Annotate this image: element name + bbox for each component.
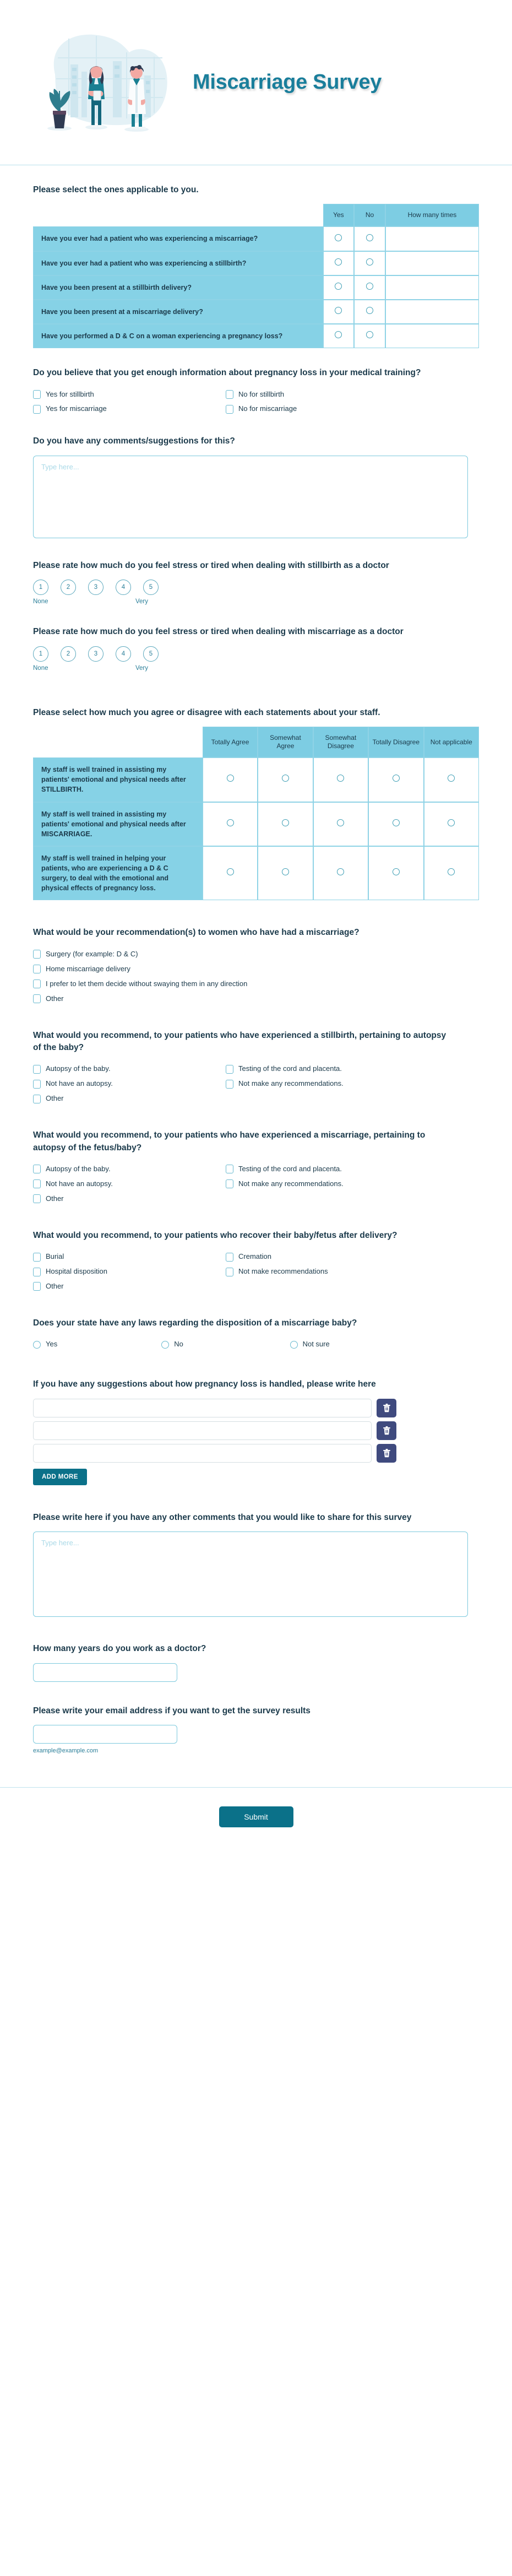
question-other-comments [33,1512,479,1620]
column-header-no: No [354,204,385,226]
checkbox-item-no-recommendations[interactable] [226,1267,418,1276]
suggestion-input[interactable] [33,1444,372,1463]
radio-group-state-laws [33,1337,418,1352]
checkbox-item-other[interactable] [33,1194,226,1204]
rating-legend [33,665,171,674]
matrix-corner-spacer [33,727,203,757]
checkbox-item-no-autopsy[interactable] [33,1179,226,1189]
question-experience-table [33,184,479,348]
question-label: Please rate how much do you feel stress or tired when dealing with stillbirth as a doctor [33,560,389,570]
radio-circle-icon[interactable] [335,307,342,314]
option-label: No for miscarriage [238,404,297,413]
suggestion-input[interactable] [33,1421,372,1440]
rating-legend-high: Very [135,598,149,605]
question-years-working [33,1643,479,1681]
checkbox-icon[interactable] [33,1080,41,1089]
checkbox-icon[interactable] [33,1282,41,1291]
checkbox-item-autopsy-baby[interactable] [33,1165,226,1174]
checkbox-group-stillbirth-autopsy [33,1062,418,1106]
radio-circle-icon[interactable] [33,1341,41,1349]
checkbox-icon[interactable] [33,950,41,959]
row-label: Have you been present at a miscarriage delivery? [33,300,323,324]
question-training-comments [33,435,479,540]
rating-scale-miscarriage [33,646,479,662]
radio-cell-yes[interactable] [323,324,355,348]
radio-circle-icon[interactable] [337,775,344,782]
rating-option-1[interactable]: 1 [33,646,48,662]
other-comments-textarea[interactable] [33,1531,468,1617]
radio-circle-icon[interactable] [448,775,455,782]
email-input[interactable] [33,1725,177,1744]
radio-circle-icon[interactable] [337,819,344,826]
table-row [33,226,479,251]
rating-option-5[interactable]: 5 [143,580,159,595]
count-cell[interactable] [385,275,479,300]
question-label: Please rate how much do you feel stress or tired when dealing with miscarriage as a doctor [33,627,404,637]
checkbox-item-surgery[interactable] [33,950,418,959]
question-label: How many years do you work as a doctor? [33,1644,206,1654]
radio-cell-yes[interactable] [323,275,355,300]
radio-circle-icon[interactable] [282,868,289,875]
checkbox-item-no-recommendations[interactable] [226,1179,418,1189]
checkbox-icon[interactable] [226,390,233,399]
option-label: Other [46,1094,64,1103]
option-label: No [174,1340,183,1349]
checkbox-icon[interactable] [33,965,41,973]
radio-circle-icon[interactable] [448,819,455,826]
radio-circle-icon[interactable] [366,283,373,290]
page-header [0,0,512,165]
radio-cell[interactable] [258,846,313,901]
question-label: Please write your email address if you want to get the survey results [33,1706,311,1715]
checkbox-icon[interactable] [226,1253,233,1262]
question-suggestions [33,1378,479,1485]
checkbox-item-burial[interactable] [33,1252,226,1262]
table-row [33,802,479,846]
rating-option-2[interactable]: 2 [61,646,76,662]
checkbox-group-miscarriage-recommendation [33,947,418,1006]
matrix-header-row [33,204,479,226]
rating-option-5[interactable]: 5 [143,646,159,662]
checkbox-icon[interactable] [226,1165,233,1173]
suggestion-row [33,1421,396,1440]
table-row [33,757,479,802]
row-label: Have you performed a D & C on a woman experiencing a pregnancy loss? [33,324,323,348]
rating-legend-low: None [33,664,48,672]
option-label: Not make any recommendations. [238,1179,344,1188]
checkbox-item-other[interactable] [33,1094,226,1103]
checkbox-group-disposition [33,1249,418,1294]
question-miscarriage-recommendation [33,927,479,1006]
submit-button[interactable]: Submit [219,1806,293,1827]
checkbox-item-other[interactable] [33,994,418,1004]
radio-cell[interactable] [424,802,479,846]
option-label: Testing of the cord and placenta. [238,1064,342,1073]
checkbox-item-yes-miscarriage[interactable] [33,404,226,414]
option-label: Hospital disposition [46,1267,108,1276]
option-label: Burial [46,1252,64,1261]
option-label: I prefer to let them decide without swaying them in any direction [46,979,248,988]
checkbox-group-miscarriage-autopsy [33,1162,418,1206]
radio-circle-icon[interactable] [366,307,373,314]
option-label: Not make any recommendations. [238,1079,344,1088]
rating-option-3[interactable]: 3 [88,646,104,662]
question-label: What would you recommend, to your patients who have experienced a miscarriage, pertaining to autopsy of the fetus/baby? [33,1130,426,1152]
checkbox-item-testing-cord-placenta[interactable] [226,1165,418,1174]
radio-circle-icon[interactable] [282,775,289,782]
question-label: What would be your recommendation(s) to women who have had a miscarriage? [33,928,360,938]
question-label: What would you recommend, to your patients who recover their baby/fetus after delivery? [33,1230,397,1240]
checkbox-icon[interactable] [33,1179,41,1188]
checkbox-icon[interactable] [33,390,41,399]
radio-circle-icon[interactable] [335,258,342,266]
radio-cell[interactable] [368,802,423,846]
question-stress-stillbirth [33,560,479,607]
checkbox-item-cremation[interactable] [226,1252,418,1262]
training-comments-textarea[interactable] [33,456,468,538]
radio-cell-no[interactable] [354,275,385,300]
footer [0,1788,512,1853]
delete-suggestion-button[interactable] [377,1399,396,1417]
table-row [33,275,479,300]
email-hint: example@example.com [33,1747,99,1755]
question-label: Please select the ones applicable to you. [33,185,199,194]
radio-cell-no[interactable] [354,251,385,275]
radio-cell[interactable] [258,757,313,802]
radio-circle-icon[interactable] [227,868,234,875]
option-label: Yes for stillbirth [46,389,94,398]
trash-icon [383,1403,391,1413]
option-label: Yes for miscarriage [46,404,107,413]
table-row [33,300,479,324]
radio-cell-yes[interactable] [323,251,355,275]
table-row [33,846,479,901]
suggestion-input[interactable] [33,1399,372,1417]
checkbox-item-testing-cord-placenta[interactable] [226,1064,418,1074]
rating-legend-high: Very [135,664,149,672]
radio-cell[interactable] [203,757,258,802]
radio-circle-icon[interactable] [227,819,234,826]
rating-option-1[interactable]: 1 [33,580,48,595]
question-staff-matrix [33,707,479,901]
checkbox-icon[interactable] [33,1194,41,1203]
rating-option-4[interactable]: 4 [116,580,131,595]
rating-legend [33,598,171,607]
delete-suggestion-button[interactable] [377,1421,396,1440]
checkbox-item-no-stillbirth[interactable] [226,390,418,399]
radio-cell-yes[interactable] [323,300,355,324]
radio-cell[interactable] [258,802,313,846]
radio-item-yes[interactable] [33,1340,161,1349]
rating-option-2[interactable]: 2 [61,580,76,595]
trash-icon [383,1448,391,1458]
add-more-button[interactable]: ADD MORE [33,1469,87,1485]
radio-circle-icon[interactable] [393,868,400,875]
checkbox-icon[interactable] [226,405,233,414]
checkbox-icon[interactable] [226,1179,233,1188]
row-label: Have you ever had a patient who was experiencing a stillbirth? [33,251,323,275]
rating-scale-stillbirth [33,580,479,595]
radio-cell-yes[interactable] [323,226,355,251]
radio-circle-icon[interactable] [448,868,455,875]
radio-circle-icon[interactable] [393,819,400,826]
row-label: My staff is well trained in helping your patients, who are experiencing a D & C surgery, to deal with the emotional and physical effects of pregnancy loss. [33,846,203,901]
option-label: Yes [46,1340,58,1349]
question-label: Please write here if you have any other comments that you would like to share for this survey [33,1512,412,1522]
count-cell[interactable] [385,226,479,251]
column-header-totally-disagree: Totally Disagree [368,727,423,757]
rating-legend-low: None [33,598,48,605]
question-training-info [33,367,479,416]
row-label: Have you been present at a stillbirth delivery? [33,275,323,300]
radio-cell[interactable] [313,802,368,846]
checkbox-item-autopsy-baby[interactable] [33,1064,226,1074]
radio-cell[interactable] [203,846,258,901]
radio-circle-icon[interactable] [282,819,289,826]
count-cell[interactable] [385,300,479,324]
radio-cell[interactable] [313,846,368,901]
radio-circle-icon[interactable] [335,283,342,290]
question-label: Please select how much you agree or disagree with each statements about your staff. [33,707,380,717]
suggestion-row [33,1444,396,1463]
checkbox-icon[interactable] [226,1268,233,1276]
trash-icon [383,1426,391,1435]
column-header-totally-agree: Totally Agree [203,727,258,757]
checkbox-item-let-them-decide[interactable] [33,979,418,989]
column-header-how-many-times: How many times [385,204,479,226]
two-doctors-illustration [17,14,182,151]
experience-matrix [33,204,479,348]
checkbox-item-no-miscarriage[interactable] [226,404,418,414]
row-label: My staff is well trained in assisting my patients' emotional and physical needs after STILLBIRTH. [33,757,203,802]
checkbox-icon[interactable] [33,1165,41,1173]
checkbox-item-no-recommendations[interactable] [226,1079,418,1089]
question-label: Does your state have any laws regarding the disposition of a miscarriage baby? [33,1318,357,1328]
checkbox-icon[interactable] [33,405,41,414]
radio-circle-icon[interactable] [335,234,342,241]
radio-circle-icon[interactable] [161,1341,169,1349]
column-header-not-applicable: Not applicable [424,727,479,757]
row-label: My staff is well trained in assisting my patients' emotional and physical needs after MISCARRIAGE. [33,802,203,846]
radio-circle-icon[interactable] [335,331,342,338]
checkbox-icon[interactable] [33,1095,41,1103]
radio-cell[interactable] [368,757,423,802]
option-label: Testing of the cord and placenta. [238,1165,342,1173]
radio-cell-no[interactable] [354,226,385,251]
delete-suggestion-button[interactable] [377,1444,396,1463]
question-label: If you have any suggestions about how pregnancy loss is handled, please write here [33,1379,376,1389]
matrix-corner-spacer [33,204,323,226]
radio-circle-icon[interactable] [366,258,373,266]
staff-matrix [33,727,479,900]
checkbox-icon[interactable] [226,1080,233,1089]
checkbox-icon[interactable] [33,1268,41,1276]
checkbox-icon[interactable] [33,994,41,1003]
radio-cell[interactable] [368,846,423,901]
years-working-input[interactable] [33,1663,177,1682]
radio-circle-icon[interactable] [366,331,373,338]
question-miscarriage-autopsy [33,1129,479,1206]
question-disposition-recommendation [33,1230,479,1294]
option-label: Surgery (for example: D & C) [46,949,138,958]
radio-item-not-sure[interactable] [290,1340,418,1349]
checkbox-item-yes-stillbirth[interactable] [33,390,226,399]
radio-cell[interactable] [203,802,258,846]
question-email [33,1705,479,1754]
radio-cell[interactable] [424,757,479,802]
suggestion-row [33,1399,396,1417]
table-row [33,324,479,348]
radio-item-no[interactable] [161,1340,290,1349]
table-row [33,251,479,275]
count-cell[interactable] [385,324,479,348]
question-label: Do you believe that you get enough information about pregnancy loss in your medical training? [33,368,421,378]
checkbox-icon[interactable] [33,979,41,988]
option-label: Autopsy of the baby. [46,1064,111,1073]
option-label: Not have an autopsy. [46,1079,113,1088]
option-label: Home miscarriage delivery [46,964,130,973]
page-title: Miscarriage Survey [193,71,382,94]
column-header-somewhat-disagree: Somewhat Disagree [313,727,368,757]
question-state-laws [33,1317,479,1352]
option-label: Autopsy of the baby. [46,1165,111,1173]
option-label: No for stillbirth [238,389,285,398]
rating-option-4[interactable]: 4 [116,646,131,662]
rating-option-3[interactable]: 3 [88,580,104,595]
question-stress-miscarriage [33,626,479,673]
bottom-spacer [33,1754,479,1768]
checkbox-icon[interactable] [33,1065,41,1074]
checkbox-item-no-autopsy[interactable] [33,1079,226,1089]
column-header-somewhat-agree: Somewhat Agree [258,727,313,757]
row-label: Have you ever had a patient who was experiencing a miscarriage? [33,226,323,251]
option-label: Not have an autopsy. [46,1179,113,1188]
count-cell[interactable] [385,251,479,275]
question-stillbirth-autopsy [33,1030,479,1107]
radio-circle-icon[interactable] [337,868,344,875]
checkbox-item-other[interactable] [33,1282,226,1291]
option-label: Cremation [238,1252,271,1261]
option-label: Other [46,1194,64,1203]
matrix-header-row [33,727,479,757]
option-label: Not sure [302,1340,330,1349]
question-label: Do you have any comments/suggestions for this? [33,436,235,446]
checkbox-icon[interactable] [33,1253,41,1262]
radio-circle-icon[interactable] [290,1341,298,1349]
checkbox-item-hospital-disposition[interactable] [33,1267,226,1276]
option-label: Other [46,994,64,1003]
checkbox-icon[interactable] [226,1065,233,1074]
radio-circle-icon[interactable] [227,775,234,782]
option-label: Not make recommendations [238,1267,328,1276]
radio-cell-no[interactable] [354,324,385,348]
checkbox-group-training [33,387,418,417]
column-header-yes: Yes [323,204,355,226]
radio-cell[interactable] [424,846,479,901]
option-label: Other [46,1281,64,1290]
radio-circle-icon[interactable] [393,775,400,782]
radio-cell[interactable] [313,757,368,802]
radio-cell-no[interactable] [354,300,385,324]
question-label: What would you recommend, to your patients who have experienced a stillbirth, pertaining to autopsy of the baby? [33,1030,446,1052]
radio-circle-icon[interactable] [366,234,373,241]
checkbox-item-home-delivery[interactable] [33,965,418,974]
